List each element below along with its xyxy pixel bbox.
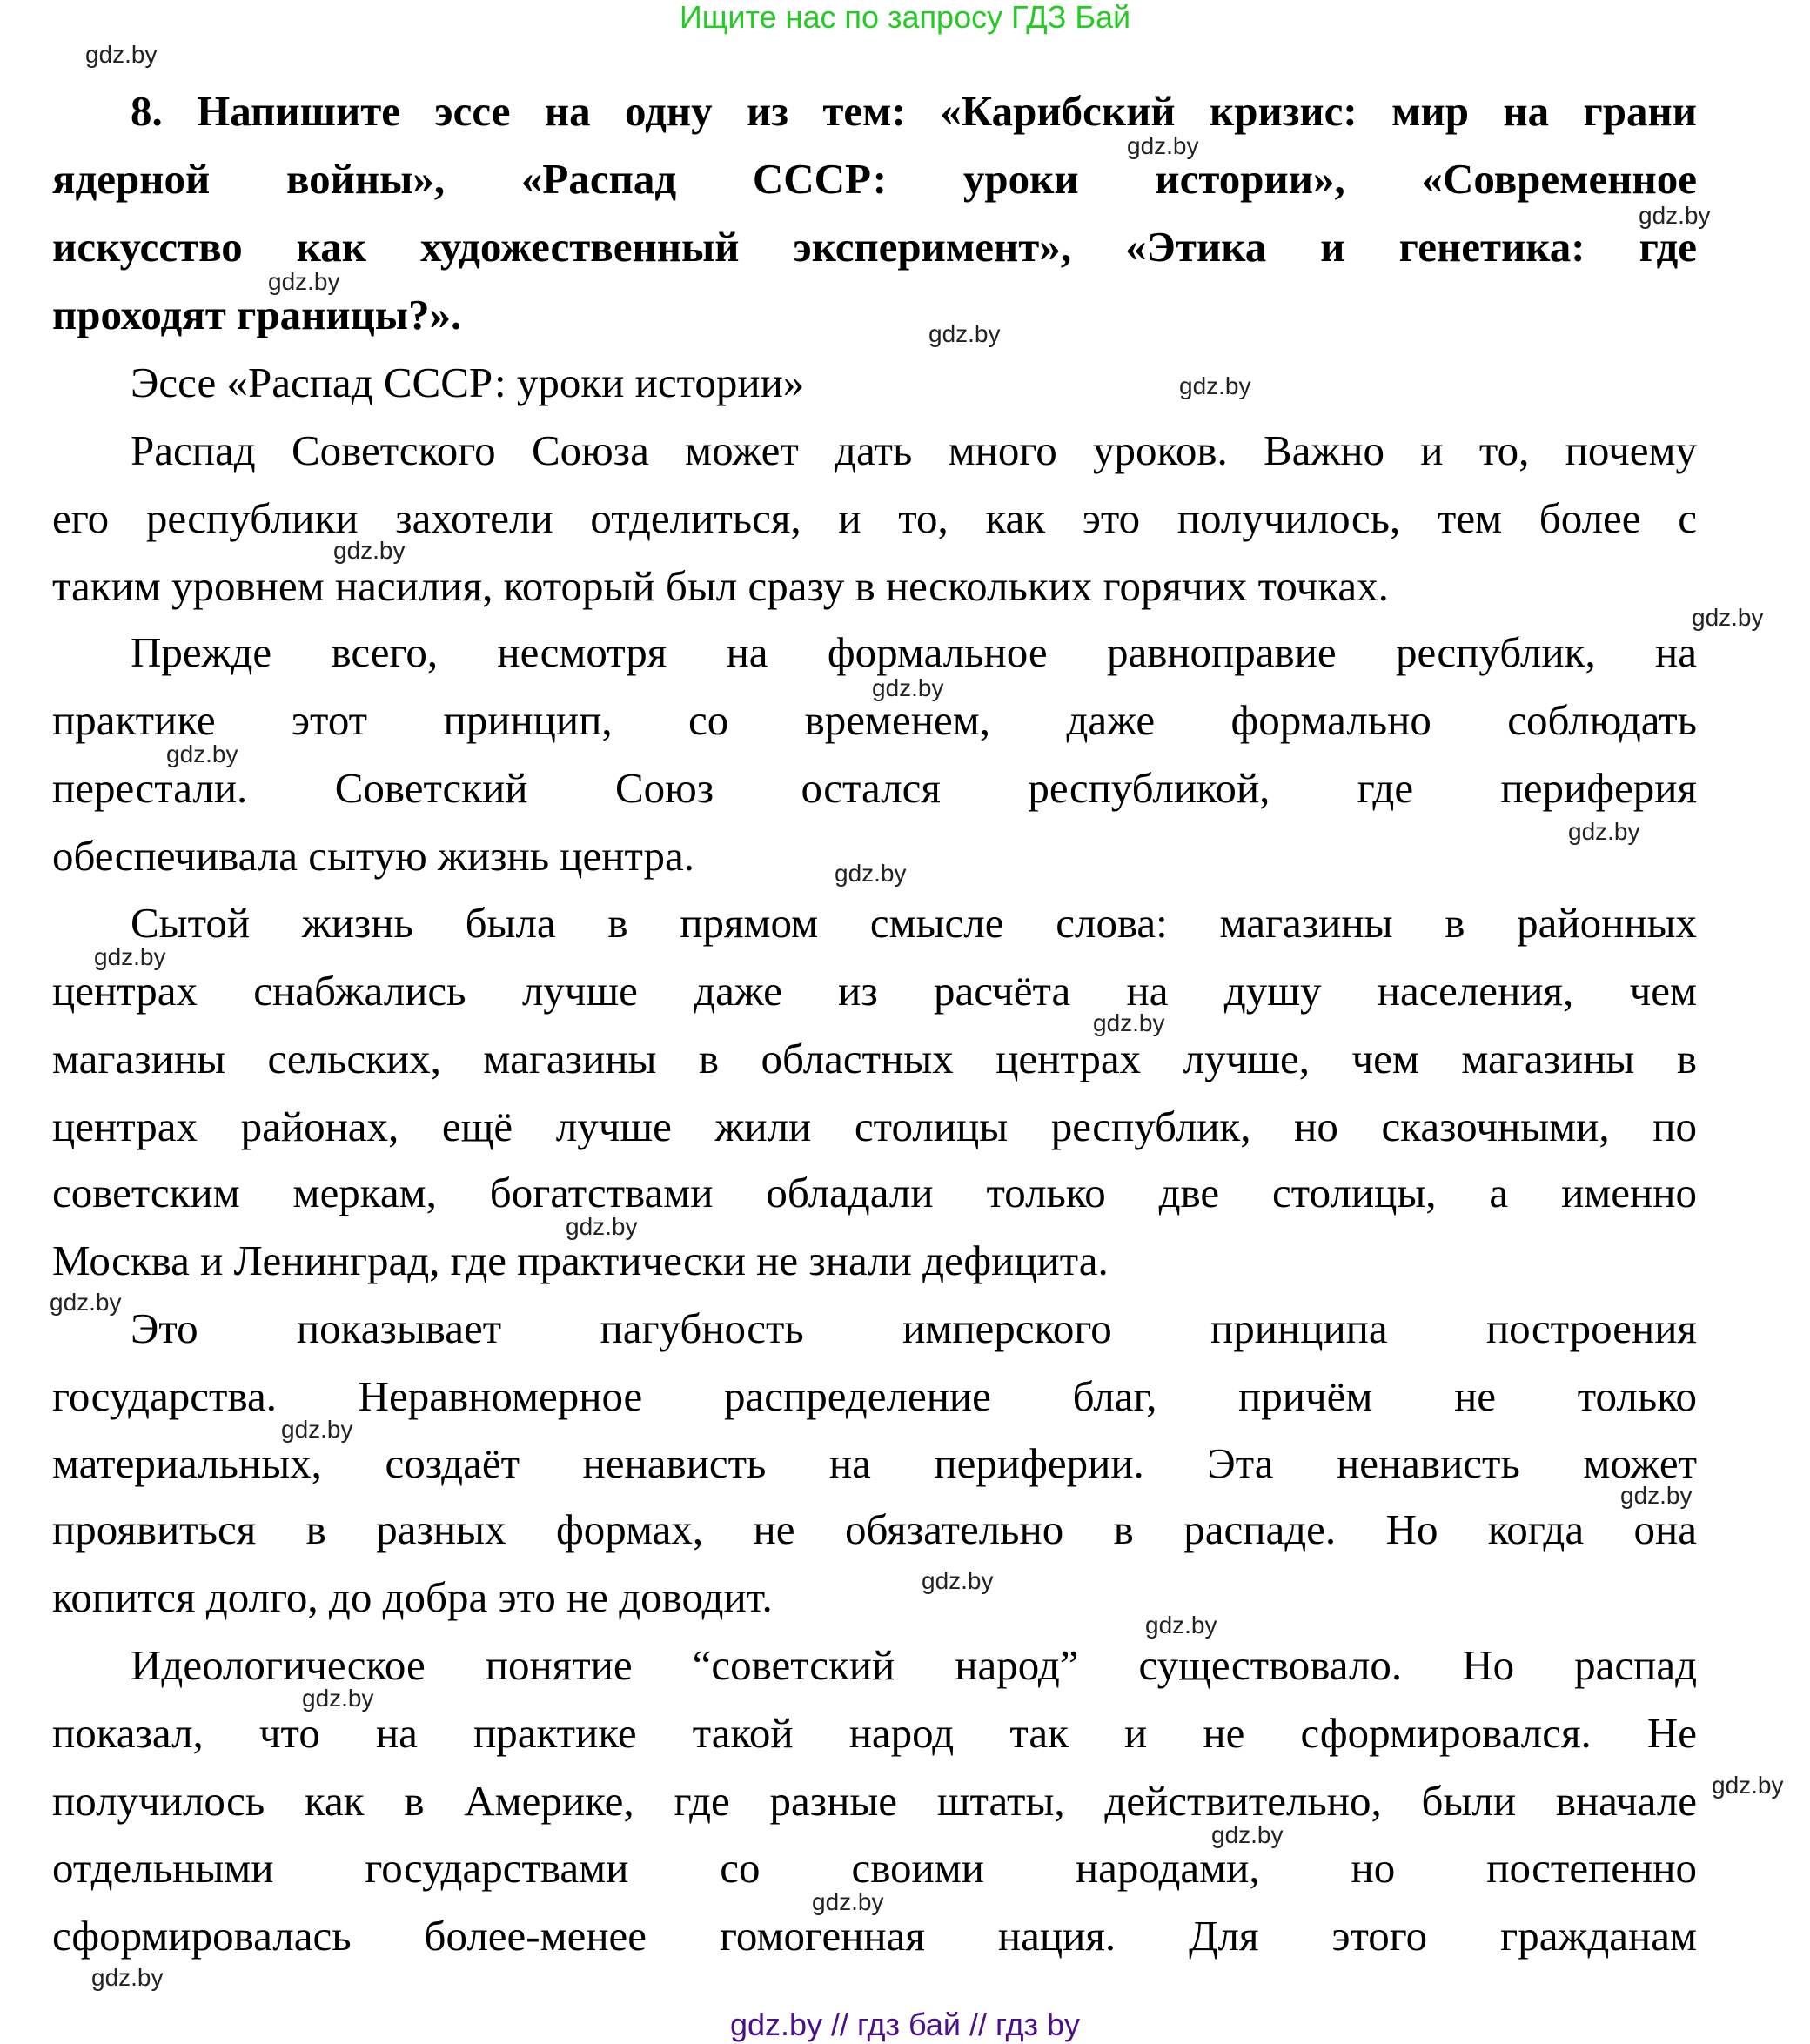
essay-text-line: государства. Неравномерное распределение благ, причём не только (52, 1372, 1697, 1420)
essay-text-line: материальных, создаёт ненависть на периферии. Эта ненависть может (52, 1439, 1697, 1487)
essay-text-line: проявиться в разных формах, не обязательно в распаде. Но когда она (52, 1505, 1697, 1553)
task-heading-line: искусство как художественный эксперимент», «Этика и генетика: где (52, 223, 1697, 271)
essay-text-line: сформировалась более-менее гомогенная нация. Для этого гражданам (52, 1912, 1697, 1960)
watermark-text: gdz.by (1127, 132, 1199, 159)
watermark-text: gdz.by (1712, 1772, 1784, 1799)
essay-text-line: отдельными государствами со своими народами, но постепенно (52, 1844, 1697, 1892)
watermark-text: gdz.by (928, 320, 1001, 347)
watermark-text: gdz.by (566, 1213, 638, 1240)
watermark-text: gdz.by (872, 674, 944, 701)
essay-text-line: Прежде всего, несмотря на формальное равноправие республик, на (131, 628, 1697, 676)
essay-text-line: Москва и Ленинград, где практически не знали дефицита. (52, 1236, 1109, 1284)
task-heading-line: 8. Напишите эссе на одну из тем: «Карибский кризис: мир на грани (131, 87, 1697, 135)
essay-text-line: Распад Советского Союза может дать много уроков. Важно и то, почему (131, 426, 1697, 474)
watermark-text: gdz.by (302, 1685, 374, 1712)
watermark-text: gdz.by (1568, 818, 1640, 845)
essay-text-line: советским меркам, богатствами обладали только две столицы, а именно (52, 1169, 1697, 1216)
essay-text-line: центрах снабжались лучше даже из расчёта на душу населения, чем (52, 967, 1697, 1015)
watermark-text: gdz.by (50, 1289, 122, 1316)
watermark-text: gdz.by (1692, 604, 1764, 631)
watermark-text: gdz.by (812, 1888, 884, 1915)
essay-text-line: перестали. Советский Союз остался республикой, где периферия (52, 764, 1697, 812)
footer-banner[interactable]: gdz.by // гдз бай // гдз by (729, 2007, 1081, 2042)
search-banner: Ищите нас по запросу ГДЗ Бай (679, 0, 1131, 35)
task-heading-line: ядерной войны», «Распад СССР: уроки истории», «Современное (52, 155, 1697, 203)
watermark-text: gdz.by (268, 268, 340, 295)
watermark-text: gdz.by (922, 1567, 994, 1594)
essay-text-line: практике этот принцип, со временем, даже формально соблюдать (52, 696, 1697, 744)
essay-text-line: обеспечивала сытую жизнь центра. (52, 832, 694, 880)
watermark-text: gdz.by (1093, 1009, 1165, 1036)
watermark-text: gdz.by (1620, 1482, 1693, 1509)
essay-text-line: магазины сельских, магазины в областных центрах лучше, чем магазины в (52, 1035, 1697, 1082)
task-heading-line: проходят границы?». (52, 291, 462, 338)
essay-text-line: Эссе «Распад СССР: уроки истории» (131, 359, 805, 406)
essay-text-line: центрах районах, ещё лучше жили столицы республик, но сказочными, по (52, 1102, 1697, 1150)
essay-text-line: копится долго, до добра это не доводит. (52, 1573, 773, 1621)
watermark-text: gdz.by (1145, 1612, 1217, 1639)
watermark-text: gdz.by (281, 1416, 353, 1443)
watermark-text: gdz.by (1211, 1821, 1284, 1848)
watermark-text: gdz.by (1179, 372, 1251, 399)
watermark-text: gdz.by (333, 537, 406, 564)
watermark-text: gdz.by (91, 1964, 164, 1991)
essay-text-line: показал, что на практике такой народ так и не сформировался. Не (52, 1709, 1697, 1757)
essay-text-line: Сытой жизнь была в прямом смысле слова: магазины в районных (131, 899, 1697, 947)
watermark-text: gdz.by (835, 860, 907, 887)
essay-text-line: Это показывает пагубность имперского принципа построения (131, 1304, 1697, 1352)
essay-text-line: Идеологическое понятие “советский народ” существовало. Но распад (131, 1641, 1697, 1689)
essay-text-line: получилось как в Америке, где разные штаты, действительно, были вначале (52, 1777, 1697, 1825)
watermark-text: gdz.by (166, 741, 238, 767)
watermark-text: gdz.by (1639, 202, 1711, 229)
essay-text-line: его республики захотели отделиться, и то, как это получилось, тем более с (52, 494, 1697, 542)
watermark-text: gdz.by (85, 41, 158, 68)
essay-text-line: таким уровнем насилия, который был сразу в нескольких горячих точках. (52, 562, 1389, 610)
watermark-text: gdz.by (94, 943, 166, 970)
